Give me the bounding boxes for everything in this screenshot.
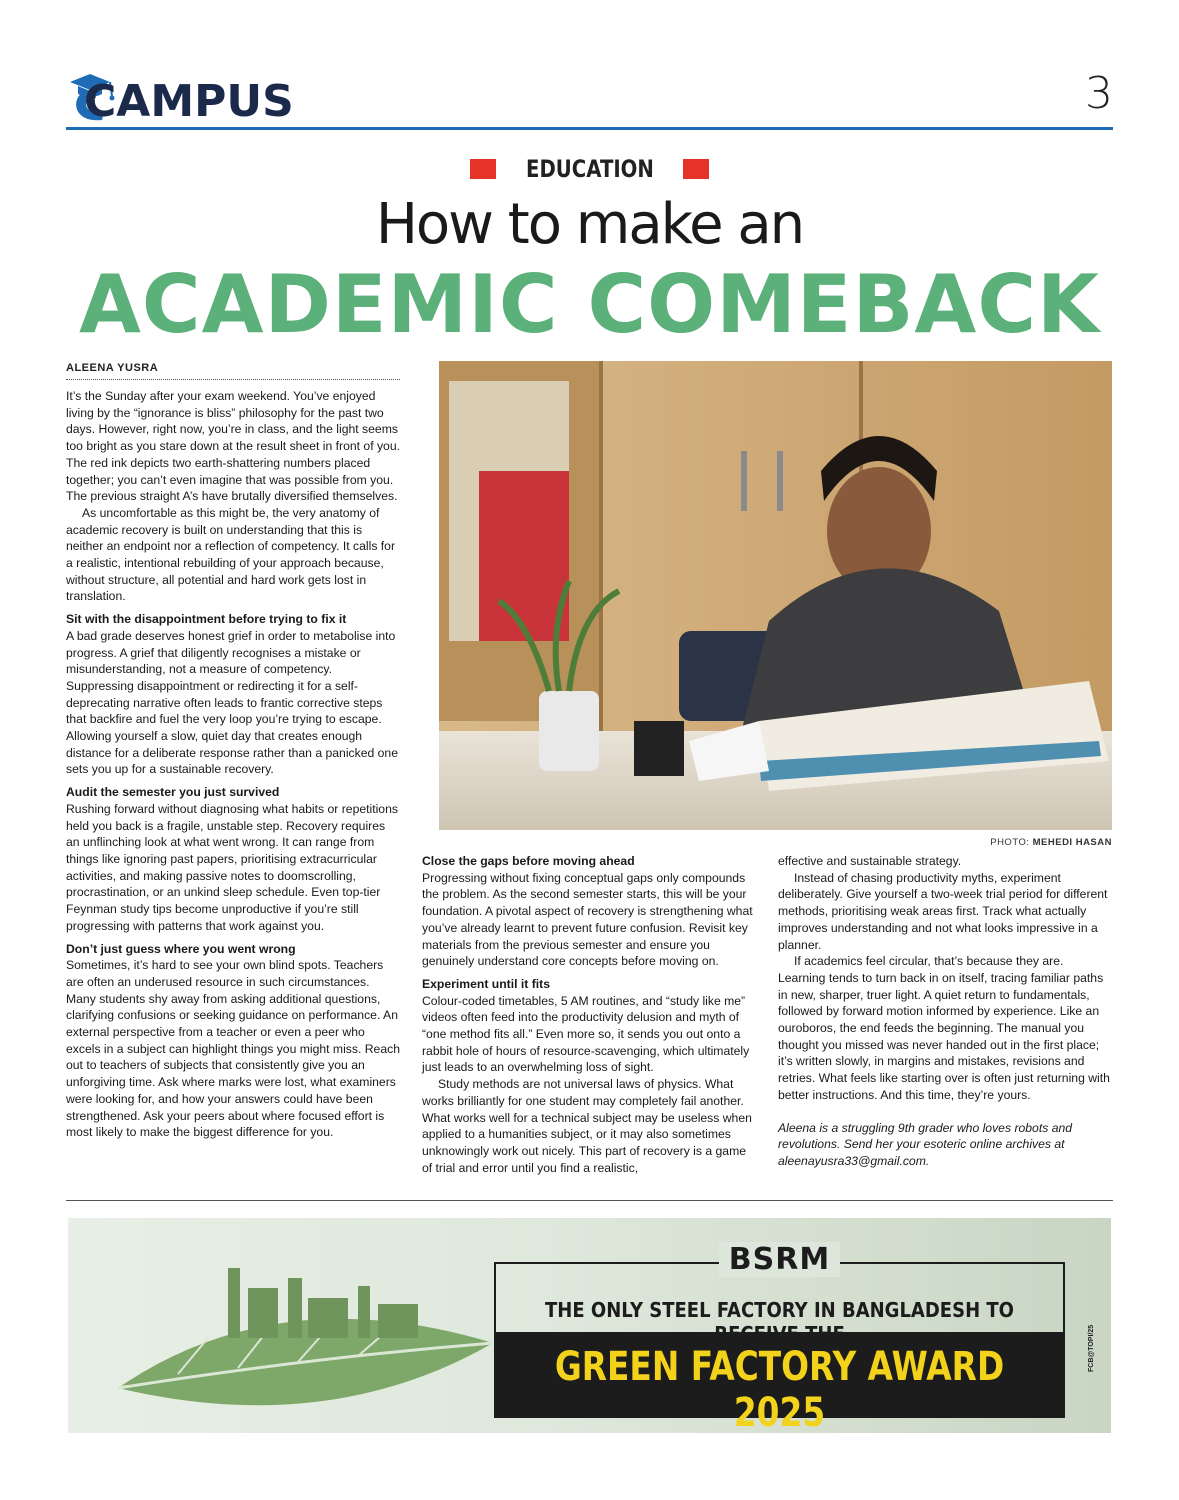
ad-award-band	[496, 1332, 1063, 1433]
paragraph: Instead of chasing productivity myths, experiment deliberately. Give yourself a two-week trial period for different methods, prioritising weak areas first. Track what actually improves understanding and not what looks impressive in a planner.	[778, 870, 1108, 952]
article-column-3	[778, 853, 1114, 1170]
headline-line1: How to make an	[375, 192, 804, 257]
article-photo	[439, 361, 1112, 830]
article-column-2	[422, 853, 758, 1176]
page-number: 3	[1085, 68, 1113, 119]
paragraph: Sometimes, it’s hard to see your own blind spots. Teachers are often an underused resource in such circumstances. Many students shy away from asking additional questions, clarifying confusions or seeking guidance on performance. An external perspective from a teacher or even a peer who excels in a subject can highlight things you might miss. Reach out to teachers of subjects that consistently give you an unforgiving time. Ask where marks were lost, what examiners were looking for, and how your answers could have been strengthened. Ask your peers about where focused effort is most likely to make the biggest difference for you.	[66, 958, 400, 1140]
student-studying-illustration	[439, 361, 1112, 830]
bottom-rule	[66, 1200, 1113, 1201]
category-label: EDUCATION	[525, 155, 654, 183]
paragraph: effective and sustainable strategy.	[778, 854, 962, 868]
paragraph: Study methods are not universal laws of physics. What works brilliantly for one student may completely fail another. What works well for a technical subject may be useless when applied to a humanities subject, or it may also sometimes unknowingly work out nicely. This part of recovery is a game of trial and error until you find a realistic,	[422, 1077, 752, 1175]
article-column-1	[66, 388, 402, 1141]
paragraph: As uncomfortable as this might be, the very anatomy of academic recovery is built on understanding that this is neither an endpoint nor a reflection of competency. It calls for a realistic, intentional rebuilding of your approach because, without structure, all potential and hard work gets lost in translation.	[66, 505, 396, 604]
paragraph: Colour-coded timetables, 5 AM routines, and “study like me” videos often feed into the productivity delusion and myth of “one method fits all.” Even more so, it sends you out onto a rabbit hole of hours of resource-scavenging, which ultimately just leads to an overwhelming loss of sight.	[422, 993, 750, 1075]
paragraph: If academics feel circular, that’s because they are. Learning tends to turn back in on itself, tracing familiar paths in new, sharper, truer light. A quiet return to fundamentals, followed by forward motion informed by experience. Like an ouroboros, the end feeds the beginning. The manual you thought you missed was never handed out in the first place; it’s written slowly, in margins and mistakes, revisions and retries. What feels like starting over is often just returning with better instructions. And this time, they’re yours.	[778, 954, 1110, 1102]
section-name: CAMPUS	[84, 76, 294, 127]
paragraph: It’s the Sunday after your exam weekend. You’ve enjoyed living by the “ignorance is bliss” philosophy for the past two days. However, right now, you’re in class, and the light seems too bright as you stare down at the result sheet in front of you. The red ink depicts two earth-shattering numbers placed together; you can’t even imagine that was possible from you. The previous straight A’s have brutally diversified themselves.	[66, 389, 400, 504]
brand-name: BSRM	[719, 1242, 840, 1277]
category-tag	[0, 155, 1179, 183]
ad-tagline: THE ONLY STEEL FACTORY IN BANGLADESH TO	[545, 1298, 1014, 1322]
photo-credit-name: MEHEDI HASAN	[1032, 837, 1112, 848]
paragraph: A bad grade deserves honest grief in order to metabolise into progress. A grief that diligently recognises a mistake or misunderstanding, not a measure of competency. Suppressing disappointment or redirecting it for a self-deprecating narrative often leads to frantic corrective steps that backfire and fuel the very loop you’re trying to escape. Allowing yourself a slow, quiet day that creates enough distance for a deliberate response rather than a panicked one sets you up for a sustainable recovery.	[66, 628, 398, 777]
ad-code: FCB@TOPI/25	[1088, 1324, 1095, 1372]
headline-line2: ACADEMIC COMEBACK	[78, 258, 1101, 351]
red-square-right	[683, 159, 709, 179]
paragraph: Progressing without fixing conceptual gaps only compounds the problem. As the second semester starts, this will be your foundation. A pivotal aspect of recovery is strengthening what you’ve already learnt to prevent future confusion. Revisit key materials from the previous semester and ensure you genuinely understand core concepts before moving on.	[422, 870, 753, 969]
red-square-left	[470, 159, 496, 179]
ad-logo	[496, 1242, 1063, 1277]
photo-credit-label: PHOTO:	[990, 837, 1030, 848]
ad-award-title: GREEN FACTORY AWARD 2025	[554, 1344, 1005, 1433]
bsrm-advertisement[interactable]	[68, 1218, 1111, 1433]
subheading: Close the gaps before moving ahead	[422, 854, 635, 868]
paragraph: Rushing forward without diagnosing what habits or repetitions held you back is a fragile, unstable step. Recovery requires an unflinching look at what went wrong. It can range from things like ignoring past papers, prioritising extracurricular activities, and making passive notes to doomscrolling, procrastination, or an unkind sleep schedule. Even top-tier Feynman study tips become unproductive if you’re still progressing with patterns that work against you.	[66, 801, 398, 933]
ad-message-box	[494, 1242, 1065, 1433]
author-bio: Aleena is a struggling 9th grader who loves robots and revolutions. Send her your esoteric online archives at aleenayusra33@gmail.com.	[778, 1120, 1073, 1168]
subheading: Don’t just guess where you went wrong	[66, 941, 296, 956]
header-rule	[66, 127, 1113, 130]
subheading: Audit the semester you just survived	[66, 785, 280, 800]
subheading: Experiment until it fits	[422, 976, 550, 991]
campus-masthead	[66, 68, 366, 128]
byline: ALEENA YUSRA	[66, 362, 400, 380]
subheading: Sit with the disappointment before trying to fix it	[66, 612, 347, 627]
leaf-city-icon	[108, 1238, 508, 1428]
photo-credit	[990, 837, 1112, 848]
